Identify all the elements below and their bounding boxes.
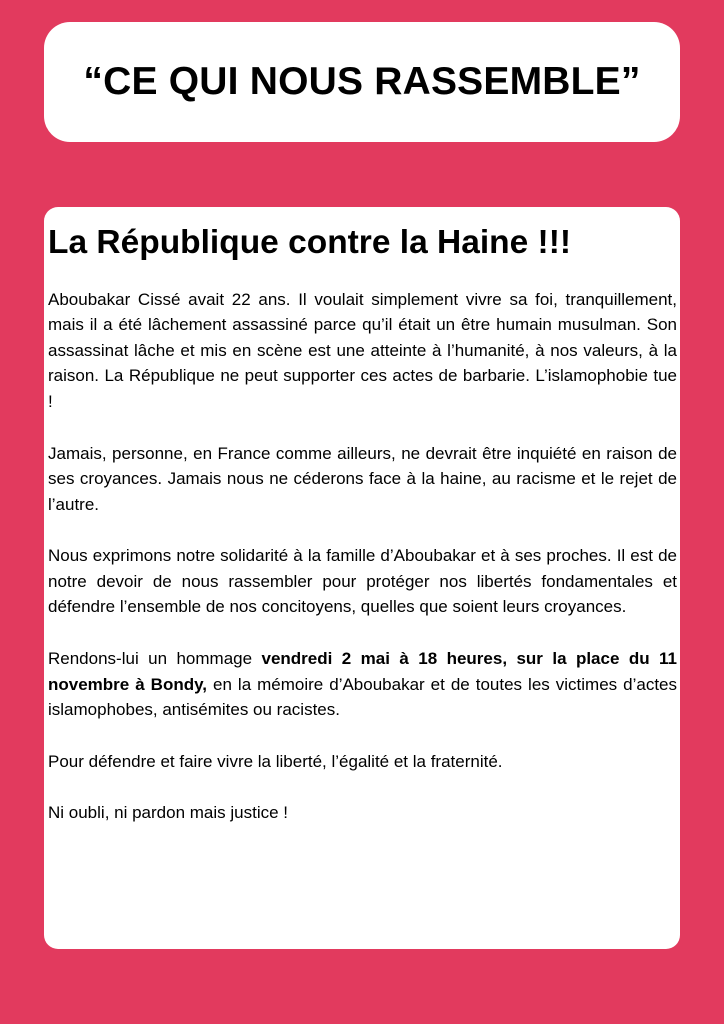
- content-card: [44, 207, 680, 949]
- paragraph-tribute: Aboubakar Cissé avait 22 ans. Il voulait simplement vivre sa foi, tranquillement, mais il a été lâchement assassiné parce qu’il était un être humain musulman. Son assassinat lâche et mis en scène est une atteinte à l’humanité, à nos valeurs, à la raison. La République ne peut supporter ces actes de barbarie. L’islamophobie tue !: [48, 289, 677, 411]
- subtitle: La République contre la Haine !!!: [48, 224, 572, 261]
- paragraph-values: Pour défendre et faire vivre la liberté, l’égalité et la fraternité.: [48, 751, 503, 771]
- paragraph-justice: Ni oubli, ni pardon mais justice !: [48, 803, 289, 823]
- paragraph-solidarity: Nous exprimons notre solidarité à la famille d’Aboubakar et à ses proches. Il est de notre devoir de nous rassembler pour protéger nos libertés fondamentales et défendre l’ensemble de nos concitoyens, quelles que soient leurs croyances.: [48, 546, 677, 617]
- event-intro: Rendons-lui un hommage: [48, 649, 262, 669]
- paragraph-beliefs: Jamais, personne, en France comme ailleurs, ne devrait être inquiété en raison de ses croyances. Jamais nous ne céderons face à la haine, au racisme et le rejet de l’autre.: [48, 443, 677, 514]
- header-card: [44, 22, 680, 142]
- event-outro: en la mémoire d’Aboubakar et de toutes les victimes d’actes islamophobes, antisémites ou racistes.: [48, 674, 678, 720]
- page-title: “CE QUI NOUS RASSEMBLE”: [83, 60, 641, 103]
- paragraph-event: [48, 646, 677, 723]
- event-details: vendredi 2 mai à 18 heures, sur la place du 11 novembre à Bondy,: [48, 649, 677, 694]
